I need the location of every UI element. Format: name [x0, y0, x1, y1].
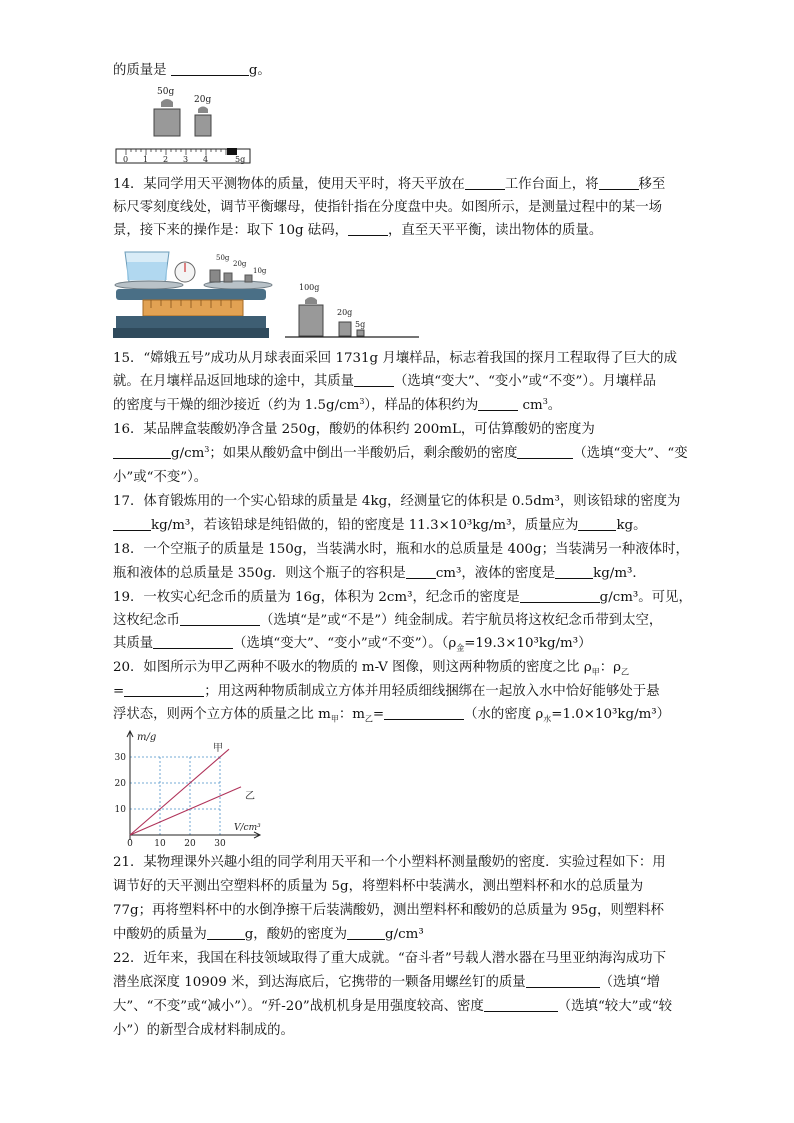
x-tick-label: 0 — [127, 839, 133, 846]
answer-blank[interactable] — [517, 445, 573, 459]
pan-weight-50g — [210, 270, 220, 282]
weight-knob — [161, 99, 173, 107]
answer-blank[interactable] — [478, 397, 518, 411]
table-weight-label: 100g — [299, 283, 320, 292]
x-tick-label: 10 — [154, 839, 166, 846]
table-weight-label: 20g — [337, 308, 353, 317]
table-weight-100g — [299, 305, 323, 336]
series-line-乙 — [130, 787, 241, 835]
beam-base — [116, 289, 266, 300]
table-weight-label: 5g — [355, 320, 366, 329]
answer-blank[interactable] — [520, 589, 600, 603]
ruler-label: 4 — [203, 155, 209, 164]
q20-line-2: = ；用这两种物质制成立方体并用轻质细线捆绑在一起放入水中恰好能够处于悬 — [113, 684, 660, 699]
pan-weight-label: 10g — [253, 267, 267, 275]
balance-figure — [113, 244, 423, 342]
q22-line-1: 22．近年来，我国在科技领域取得了重大成就。“奋斗者”号载人潜水器在马里亚纳海沟成功下 — [113, 951, 666, 966]
q15-line-1: 15．“嫦娥五号”成功从月球表面采回 1731g 月壤样品，标志着我国的探月工程取得了巨大的成 — [113, 351, 677, 366]
x-axis-label: V/cm³ — [234, 823, 261, 833]
ruler-label: 0 — [123, 155, 129, 164]
table-weight-20g — [339, 322, 351, 336]
pan-weight-10g — [245, 275, 252, 282]
pan-weight-label: 20g — [233, 260, 247, 268]
scale-beam — [143, 300, 243, 316]
weight-knob — [198, 107, 208, 114]
q21-line-2: 调节好的天平测出空塑料杯的质量为 5g，将塑料杯中装满水，测出塑料杯和水的总质量为 — [113, 879, 644, 894]
q19-line-3: 其质量 （选填“变大”、“变小”或“不变”）。$(\rho_金=19.3\times 10^3kg/m^3)$ — [113, 636, 592, 653]
q15-line-3: 的密度与干燥的细沙接近（约为 $1.5g/cm^3$），样品的体积约为 $cm^3$。 — [113, 397, 562, 413]
x-tick-label: 30 — [214, 839, 226, 846]
m-v-graph — [110, 728, 270, 846]
series-label: 乙 — [245, 790, 255, 802]
q17-line-1: 17．体育锻炼用的一个实心铅球的质量是 4kg，经测量它的体积是 0.5dm³，则该铅球的密度为 — [113, 494, 681, 509]
answer-blank[interactable] — [153, 635, 233, 649]
q21-line-3: 77g；再将塑料杯中的水倒净擦干后装满酸奶，测出塑料杯和酸奶的总质量为 95g，则塑料杯 — [113, 903, 664, 918]
x-tick-label: 20 — [184, 839, 196, 846]
q14-line-3: 景，接下来的操作是：取下 10g 砝码， ，直至天平平衡，读出物体的质量。 — [113, 223, 603, 238]
q16-line-2: $g/cm^3$；如果从酸奶盒中倒出一半酸奶后，剩余酸奶的密度 （选填“变大”、“变 — [113, 445, 688, 463]
q14-line-1: 14．某同学用天平测物体的质量，使用天平时，将天平放在 工作台面上，将 移至 — [113, 177, 666, 192]
q20-line-3: 浮状态，则两个立方体的质量之比 $m_甲$：$m_乙=$ （水的密度 $\rho_水=1.0\times 10^3kg/m^3$） — [113, 707, 671, 724]
q21-line-1: 21．某物理课外兴趣小组的同学利用天平和一个小塑料杯测量酸奶的密度．实验过程如下：用 — [113, 855, 666, 870]
weight-knob — [305, 297, 317, 304]
y-axis-label: m/g — [137, 732, 157, 743]
series — [130, 742, 255, 835]
answer-blank[interactable] — [526, 974, 600, 988]
base-foot — [113, 328, 269, 338]
y-tick-label: 30 — [114, 753, 126, 763]
ruler-label: 2 — [163, 155, 169, 164]
weight-20g — [195, 115, 211, 136]
q20-line-1: 20．如图所示为甲乙两种不吸水的物质的 m-V 图像，则这两种物质的密度之比 $\rho_甲$：$\rho_乙$ — [113, 660, 629, 677]
q22-line-3: 大”、“不变”或“减小”）。“歼-20”战机机身是用强度较高、密度 （选填“较大”或“较 — [113, 999, 673, 1014]
q19-line-1: 19．一枚实心纪念币的质量为 16g，体积为 2cm³，纪念币的密度是 g/cm³。可见， — [113, 590, 692, 605]
answer-blank[interactable] — [406, 565, 436, 579]
answer-blank[interactable] — [599, 176, 639, 190]
left-pan — [115, 281, 183, 289]
answer-blank[interactable] — [171, 62, 249, 76]
q19-line-2: 这枚纪念币 （选填“是”或“不是”）纯金制成。若宇航员将这枚纪念币带到太空， — [113, 613, 663, 628]
answer-blank[interactable] — [113, 517, 151, 531]
q18-line-2: 瓶和液体的总质量是 350g．则这个瓶子的容积是 cm³，液体的密度是 kg/m³． — [113, 566, 646, 581]
answer-blank[interactable] — [347, 926, 385, 940]
series-line-甲 — [130, 749, 229, 835]
answer-blank[interactable] — [354, 373, 394, 387]
q16-line-1: 16．某品牌盒装酸奶净含量 250g，酸奶的体积约 200mL，可估算酸奶的密度为 — [113, 422, 595, 437]
answer-blank[interactable] — [465, 176, 505, 190]
q21-line-4: 中酸奶的质量为 g，酸奶的密度为 g/cm³ — [113, 927, 424, 942]
q22-line-2: 潜坐底深度 10909 米，到达海底后，它携带的一颗备用螺丝钉的质量 （选填“增 — [113, 975, 661, 990]
series-label: 甲 — [213, 743, 223, 755]
q18-line-1: 18．一个空瓶子的质量是 150g，当装满水时，瓶和水的总质量是 400g；当装满另一种液体时， — [113, 542, 689, 557]
base — [116, 316, 266, 328]
answer-blank[interactable] — [578, 517, 616, 531]
q17-line-2: kg/m³，若该铅球是纯铅做的，铅的密度是 11.3×10³kg/m³，质量应为 kg。 — [113, 517, 647, 535]
q13-tail: 的质量是 g。 — [113, 63, 271, 78]
ruler-label: 5g — [235, 155, 246, 164]
liquid — [127, 262, 167, 280]
pan-weight-20g — [224, 273, 232, 282]
answer-blank[interactable] — [180, 612, 260, 626]
answer-blank[interactable] — [113, 445, 171, 459]
answer-blank[interactable] — [384, 706, 464, 720]
weight-50g — [154, 109, 180, 136]
y-tick-label: 10 — [114, 805, 126, 815]
q15-line-2: 就。在月壤样品返回地球的途中，其质量 （选填“变大”、“变小”或“不变”）。月壤样品 — [113, 374, 657, 389]
ruler-label: 1 — [143, 155, 149, 164]
answer-blank[interactable] — [555, 565, 593, 579]
y-tick-label: 20 — [114, 779, 126, 789]
table-weight-5g — [357, 330, 364, 336]
answer-blank[interactable] — [124, 683, 204, 697]
q14-line-2: 标尺零刻度线处，调节平衡螺母，使指针指在分度盘中央。如图所示，是测量过程中的某一场 — [113, 200, 663, 215]
rider — [227, 148, 237, 155]
weight-label-20g: 20g — [194, 95, 212, 105]
answer-blank[interactable] — [207, 926, 245, 940]
q22-line-4: 小”）的新型合成材料制成的。 — [113, 1023, 294, 1038]
pan-weight-label: 50g — [216, 254, 230, 262]
q16-line-3: 小”或“不变”）。 — [113, 470, 208, 485]
ruler-label: 3 — [183, 155, 189, 164]
weights-ruler-figure — [113, 84, 255, 166]
weight-label-50g: 50g — [157, 87, 175, 97]
answer-blank[interactable] — [484, 998, 558, 1012]
answer-blank[interactable] — [348, 222, 388, 236]
